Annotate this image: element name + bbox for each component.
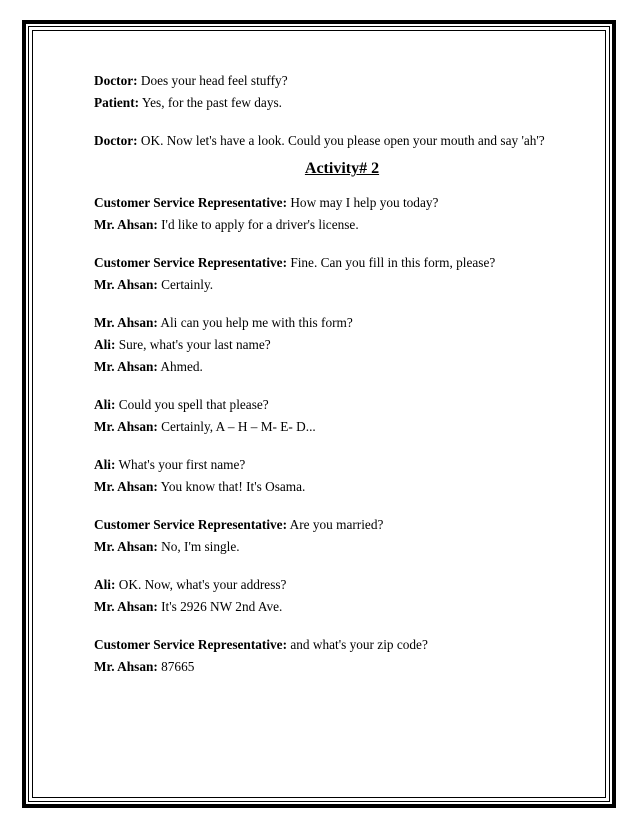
dialogue-text: Fine. Can you fill in this form, please? xyxy=(287,255,496,270)
dialogue-line xyxy=(94,274,564,296)
dialogue-text: Yes, for the past few days. xyxy=(139,95,282,110)
dialogue-line xyxy=(94,574,564,596)
dialogue-text: No, I'm single. xyxy=(157,539,240,554)
paragraph-gap xyxy=(94,438,564,454)
dialogue-line xyxy=(94,634,564,656)
speaker-label: Patient: xyxy=(94,95,140,110)
speaker-label: Doctor: xyxy=(94,133,138,148)
speaker-label: Mr. Ahsan: xyxy=(94,359,158,374)
activity-heading: Activity# 2 xyxy=(304,160,380,177)
dialogue-line xyxy=(94,92,564,114)
paragraph-gap xyxy=(94,114,564,130)
dialogue-line xyxy=(94,454,564,476)
dialogue-line xyxy=(94,416,564,438)
dialogue-line xyxy=(94,252,564,274)
dialogue-text: and what's your zip code? xyxy=(287,637,428,652)
speaker-label: Customer Service Representative: xyxy=(94,517,287,532)
dialogue-line xyxy=(94,192,564,214)
dialogue-text: I'd like to apply for a driver's license. xyxy=(157,217,359,232)
dialogue-text: OK. Now, what's your address? xyxy=(115,577,287,592)
dialogue-line xyxy=(94,70,564,92)
dialogue-text: What's your first name? xyxy=(115,457,246,472)
dialogue-text: It's 2926 NW 2nd Ave. xyxy=(157,599,283,614)
dialogue-text: 87665 xyxy=(157,659,195,674)
speaker-label: Mr. Ahsan: xyxy=(94,419,158,434)
dialogue-section-doctor xyxy=(94,70,564,152)
dialogue-text: Does your head feel stuffy? xyxy=(137,73,288,88)
dialogue-line xyxy=(94,214,564,236)
dialogue-line xyxy=(94,596,564,618)
dialogue-line xyxy=(94,130,564,152)
dialogue-line xyxy=(94,656,564,678)
speaker-label: Mr. Ahsan: xyxy=(94,277,158,292)
dialogue-text: You know that! It's Osama. xyxy=(157,479,306,494)
dialogue-text: Sure, what's your last name? xyxy=(115,337,271,352)
speaker-label: Mr. Ahsan: xyxy=(94,659,158,674)
dialogue-line xyxy=(94,476,564,498)
dialogue-text: Could you spell that please? xyxy=(115,397,269,412)
paragraph-gap xyxy=(94,558,564,574)
dialogue-section-license xyxy=(94,192,564,678)
speaker-label: Ali: xyxy=(94,457,116,472)
speaker-label: Mr. Ahsan: xyxy=(94,315,158,330)
speaker-label: Customer Service Representative: xyxy=(94,195,287,210)
speaker-label: Ali: xyxy=(94,397,116,412)
paragraph-gap xyxy=(94,498,564,514)
speaker-label: Mr. Ahsan: xyxy=(94,599,158,614)
dialogue-line xyxy=(94,514,564,536)
dialogue-text: Certainly, A – H – M- E- D... xyxy=(157,419,316,434)
dialogue-line xyxy=(94,394,564,416)
dialogue-line xyxy=(94,334,564,356)
paragraph-gap xyxy=(94,236,564,252)
speaker-label: Mr. Ahsan: xyxy=(94,539,158,554)
dialogue-text: How may I help you today? xyxy=(287,195,439,210)
speaker-label: Ali: xyxy=(94,337,116,352)
dialogue-line xyxy=(94,536,564,558)
paragraph-gap xyxy=(94,296,564,312)
dialogue-text: Are you married? xyxy=(287,517,384,532)
dialogue-text: Certainly. xyxy=(157,277,214,292)
document-body xyxy=(94,70,564,678)
speaker-label: Ali: xyxy=(94,577,116,592)
dialogue-text: Ahmed. xyxy=(157,359,203,374)
paragraph-gap xyxy=(94,618,564,634)
speaker-label: Customer Service Representative: xyxy=(94,637,287,652)
speaker-label: Mr. Ahsan: xyxy=(94,217,158,232)
speaker-label: Customer Service Representative: xyxy=(94,255,287,270)
paragraph-gap xyxy=(94,378,564,394)
speaker-label: Doctor: xyxy=(94,73,138,88)
dialogue-line xyxy=(94,312,564,334)
dialogue-line xyxy=(94,356,564,378)
speaker-label: Mr. Ahsan: xyxy=(94,479,158,494)
dialogue-text: OK. Now let's have a look. Could you please open your mouth and say 'ah'? xyxy=(137,133,545,148)
dialogue-text: Ali can you help me with this form? xyxy=(157,315,353,330)
